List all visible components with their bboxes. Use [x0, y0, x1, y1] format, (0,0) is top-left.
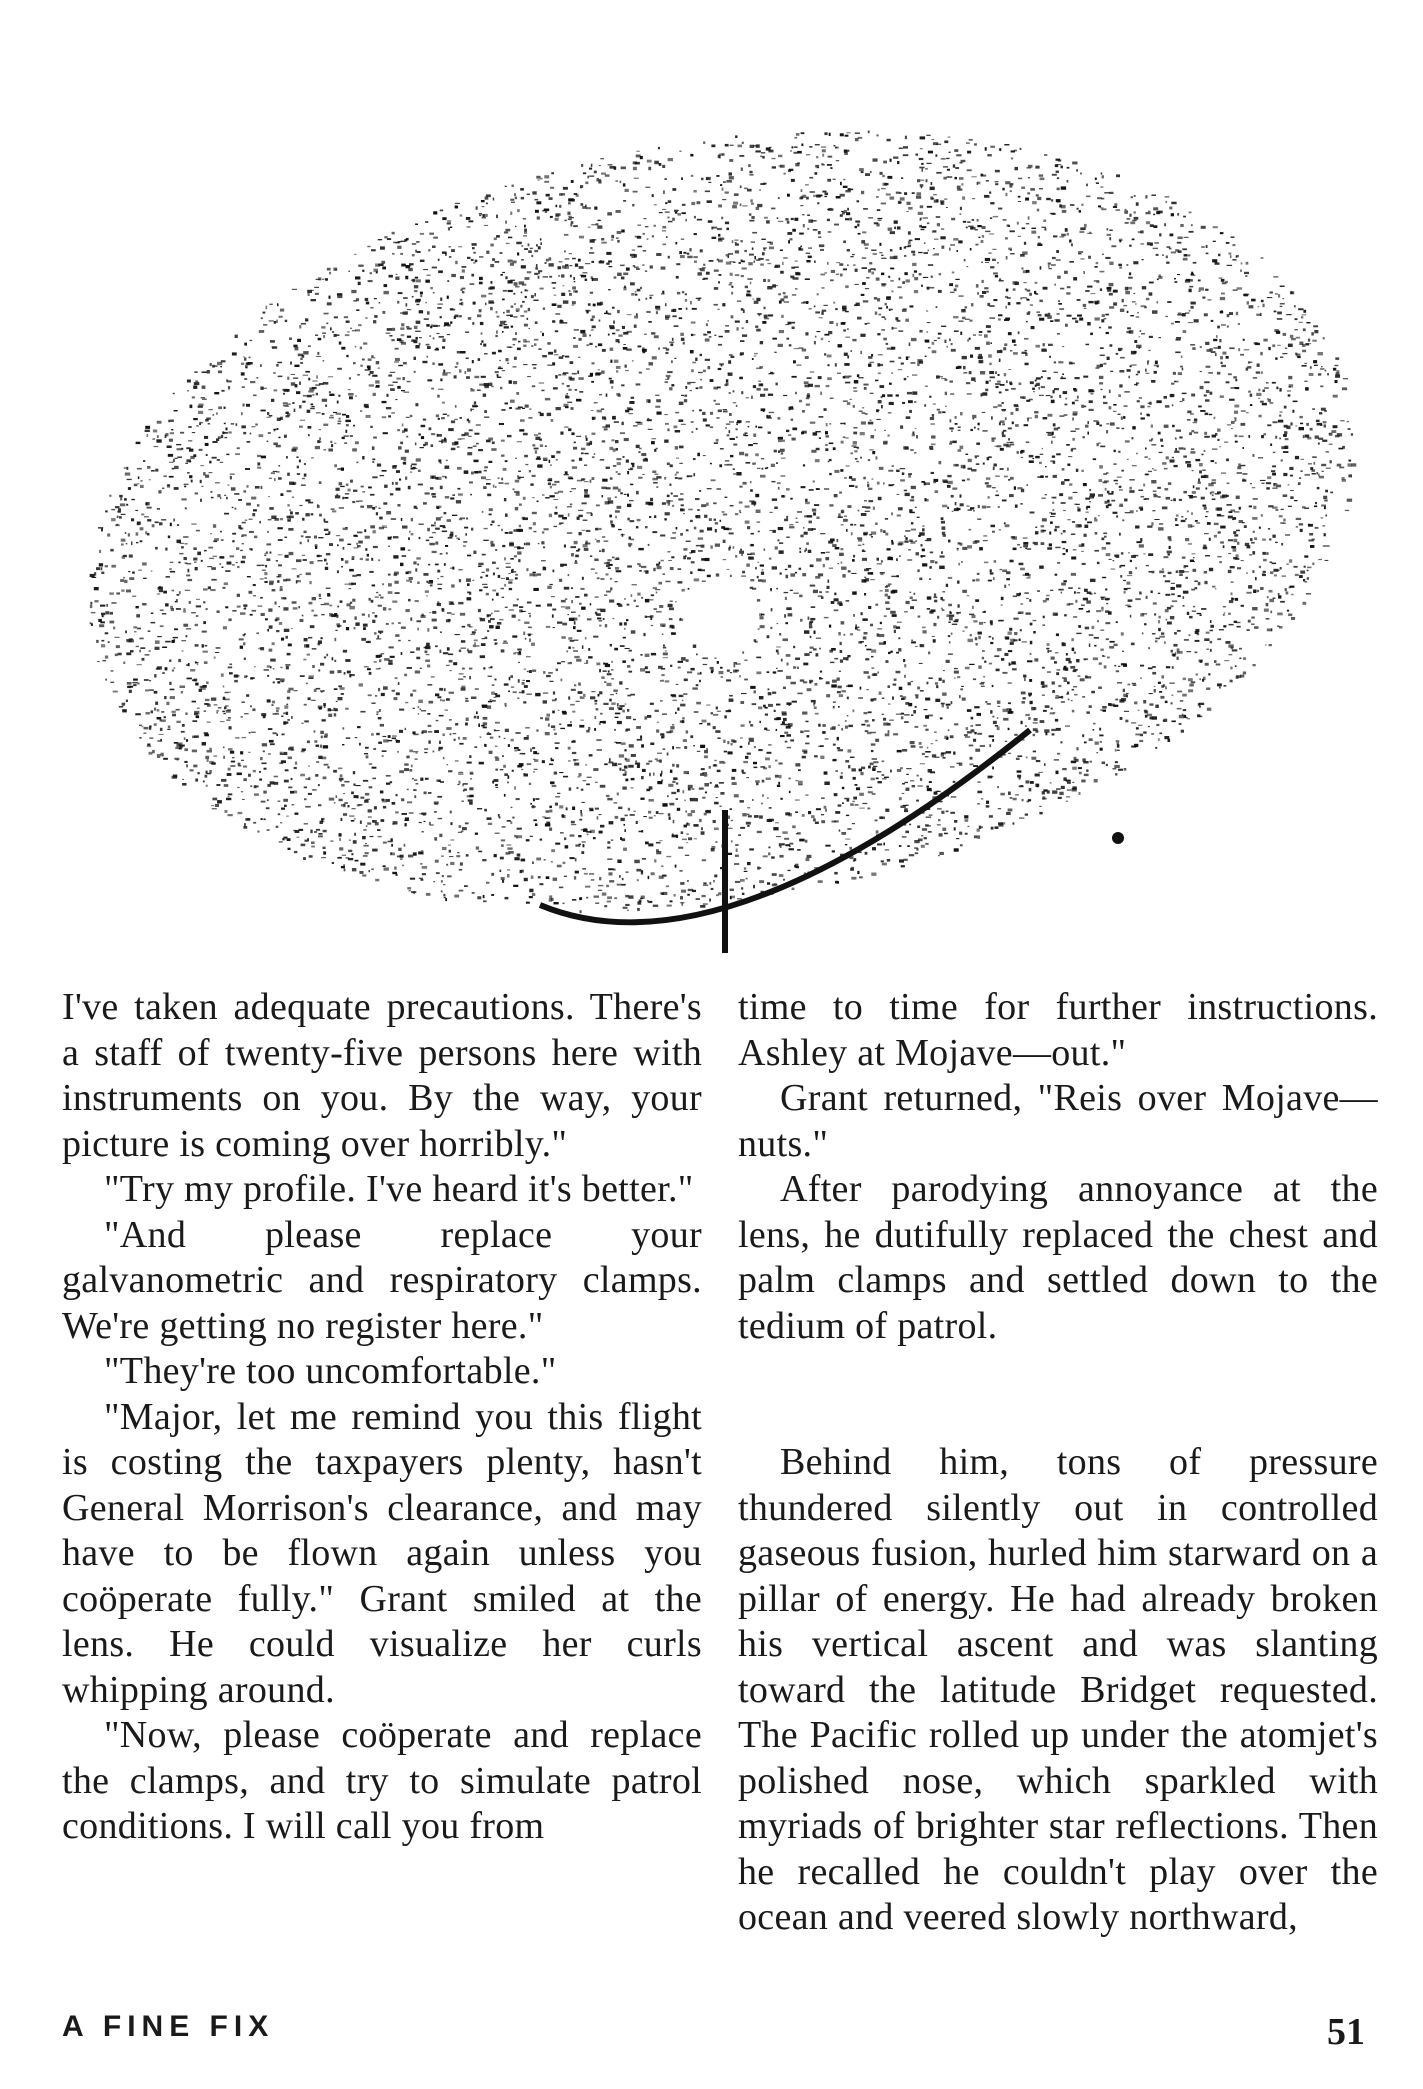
paragraph: After parodying annoyance at the lens, he dutifully replaced the chest and palm clamps and settled down to the tedium of patrol.	[738, 1168, 1378, 1347]
paragraph: "Major, let me remind you this flight is costing the taxpayers plenty, hasn't General Morrison's clearance, and may have to be flown again unless you coöperate fully." Grant smiled at the lens. He could visualize her curls whipping around.	[62, 1395, 702, 1711]
paragraph: Behind him, tons of pressure thundered silently out in controlled gaseous fusion, hurled him starward on a pillar of energy. He had already broken his vertical ascent and was slanting toward the latitude Bridget requested. The Pacific rolled up under the atomjet's polished nose, which sparkled with myriads of brighter star reflections. Then he recalled he couldn't play over the ocean and veered slowly northward,	[738, 1441, 1378, 1938]
page-number: 51	[1327, 2011, 1365, 2053]
right-text-column	[738, 985, 1378, 1941]
running-footer-title: A FINE FIX	[62, 2010, 275, 2043]
paragraph: I've taken adequate precautions. There's a staff of twenty-five persons here with instruments on you. By the way, your picture is coming over horribly."	[62, 986, 702, 1165]
paragraph: "Try my profile. I've heard it's better."	[104, 1168, 694, 1210]
paragraph: "And please replace your galvanometric and respiratory clamps. We're getting no register here."	[62, 1213, 702, 1347]
paragraph: Grant returned, "Reis over Mojave—nuts."	[738, 1077, 1378, 1165]
left-text-column	[62, 985, 702, 1850]
paragraph: "Now, please coöperate and replace the clamps, and try to simulate patrol conditions. I will call you from	[62, 1714, 702, 1847]
stipple-cloud	[90, 131, 1357, 914]
paragraph: time to time for further instructions. Ashley at Mojave—out."	[738, 986, 1378, 1074]
paragraph: "They're too uncomfortable."	[104, 1350, 557, 1392]
dot-mark	[1112, 832, 1124, 844]
stippled-cloud-illustration	[0, 0, 1423, 960]
